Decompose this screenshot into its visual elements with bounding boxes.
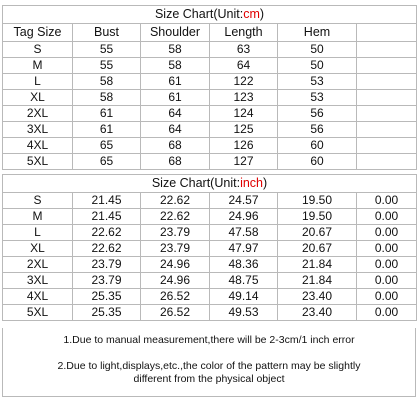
inch-size-cell: 3XL	[3, 273, 73, 289]
cm-chart-title: Size Chart(Unit:cm)	[3, 6, 417, 24]
cm-size-cell: 3XL	[3, 122, 73, 138]
cm-size-cell: 2XL	[3, 106, 73, 122]
header-bust: Bust	[73, 24, 141, 42]
inch-size-cell: 2XL	[3, 257, 73, 273]
inch-size-cell: 21.84	[278, 273, 357, 289]
inch-chart-title: Size Chart(Unit:inch)	[3, 175, 417, 193]
cm-size-cell: 60	[278, 154, 357, 170]
cm-size-cell: 60	[278, 138, 357, 154]
cm-size-cell: 61	[141, 74, 210, 90]
inch-size-cell: 24.96	[141, 273, 210, 289]
inch-size-cell: 0.00	[357, 305, 417, 321]
cm-size-row	[3, 106, 417, 122]
inch-size-cell: 49.14	[210, 289, 278, 305]
inch-size-cell: S	[3, 193, 73, 209]
cm-size-cell	[357, 74, 417, 90]
cm-size-cell: 55	[73, 42, 141, 58]
inch-size-cell: 48.75	[210, 273, 278, 289]
cm-size-cell: 68	[141, 138, 210, 154]
header-blank	[357, 24, 417, 42]
cm-size-cell: 61	[73, 122, 141, 138]
inch-size-cell: 22.62	[73, 241, 141, 257]
inch-title-row	[3, 175, 417, 193]
inch-size-cell: 26.52	[141, 305, 210, 321]
cm-size-cell: 61	[73, 106, 141, 122]
inch-size-cell: 19.50	[278, 193, 357, 209]
cm-size-cell: 5XL	[3, 154, 73, 170]
cm-size-cell	[357, 122, 417, 138]
cm-size-cell: 64	[210, 58, 278, 74]
cm-size-row	[3, 90, 417, 106]
inch-size-cell: 0.00	[357, 273, 417, 289]
cm-size-cell	[357, 42, 417, 58]
cm-size-cell	[357, 154, 417, 170]
cm-size-cell: 127	[210, 154, 278, 170]
cm-size-cell: 55	[73, 58, 141, 74]
inch-size-cell: 5XL	[3, 305, 73, 321]
note-color-line2: different from the physical object	[133, 373, 285, 385]
inch-size-cell: 26.52	[141, 289, 210, 305]
cm-size-row	[3, 122, 417, 138]
cm-size-cell: 56	[278, 106, 357, 122]
note-manual-measurement: 1.Due to manual measurement,there will be 2-3cm/1 inch error	[63, 334, 355, 346]
inch-size-cell: 0.00	[357, 241, 417, 257]
cm-size-cell: 68	[141, 154, 210, 170]
cm-size-cell: M	[3, 58, 73, 74]
inch-size-cell: XL	[3, 241, 73, 257]
inch-size-cell: 4XL	[3, 289, 73, 305]
inch-size-cell: 22.62	[141, 193, 210, 209]
cm-size-cell: 58	[141, 42, 210, 58]
inch-size-cell: 21.45	[73, 193, 141, 209]
cm-size-cell: 61	[141, 90, 210, 106]
inch-size-cell: 21.45	[73, 209, 141, 225]
cm-size-row	[3, 42, 417, 58]
cm-size-cell: 58	[73, 74, 141, 90]
cm-size-cell	[357, 138, 417, 154]
cm-size-cell: 122	[210, 74, 278, 90]
inch-size-row	[3, 225, 417, 241]
cm-title-row	[3, 6, 417, 24]
cm-size-cell: 126	[210, 138, 278, 154]
inch-size-cell: 20.67	[278, 225, 357, 241]
inch-size-cell: 0.00	[357, 225, 417, 241]
cm-size-cell: S	[3, 42, 73, 58]
header-hem: Hem	[278, 24, 357, 42]
cm-size-row	[3, 154, 417, 170]
cm-size-row	[3, 74, 417, 90]
inch-size-cell: 23.79	[73, 273, 141, 289]
cm-size-cell: L	[3, 74, 73, 90]
cm-size-cell: 125	[210, 122, 278, 138]
inch-size-cell: L	[3, 225, 73, 241]
note-color-difference	[3, 360, 415, 386]
inch-size-cell: 0.00	[357, 193, 417, 209]
cm-size-cell: 65	[73, 154, 141, 170]
inch-size-cell: 47.58	[210, 225, 278, 241]
header-length: Length	[210, 24, 278, 42]
cm-size-cell: 123	[210, 90, 278, 106]
cm-size-cell: 65	[73, 138, 141, 154]
cm-size-cell: 64	[141, 122, 210, 138]
inch-size-cell: 25.35	[73, 289, 141, 305]
inch-size-cell: 48.36	[210, 257, 278, 273]
inch-size-cell: 23.79	[141, 225, 210, 241]
cm-size-cell: XL	[3, 90, 73, 106]
inch-size-cell: 19.50	[278, 209, 357, 225]
inch-size-cell: 47.97	[210, 241, 278, 257]
cm-size-cell: 63	[210, 42, 278, 58]
inch-size-cell: 0.00	[357, 209, 417, 225]
inch-size-row	[3, 257, 417, 273]
inch-size-cell: M	[3, 209, 73, 225]
inch-size-cell: 24.57	[210, 193, 278, 209]
inch-size-cell: 0.00	[357, 257, 417, 273]
cm-size-cell: 53	[278, 74, 357, 90]
inch-unit-label: inch	[240, 176, 263, 190]
inch-size-row	[3, 289, 417, 305]
inch-size-row	[3, 209, 417, 225]
cm-size-row	[3, 138, 417, 154]
inch-size-row	[3, 273, 417, 289]
inch-size-cell: 24.96	[210, 209, 278, 225]
cm-size-cell: 50	[278, 58, 357, 74]
cm-unit-label: cm	[243, 7, 260, 21]
cm-size-cell: 58	[73, 90, 141, 106]
inch-size-cell: 24.96	[141, 257, 210, 273]
cm-size-row	[3, 58, 417, 74]
inch-size-cell: 23.79	[141, 241, 210, 257]
inch-size-cell: 22.62	[73, 225, 141, 241]
inch-size-cell: 0.00	[357, 289, 417, 305]
cm-size-cell: 53	[278, 90, 357, 106]
inch-size-table	[2, 174, 417, 321]
notes-box	[2, 328, 416, 397]
cm-size-cell	[357, 58, 417, 74]
cm-size-cell: 124	[210, 106, 278, 122]
inch-size-cell: 23.40	[278, 289, 357, 305]
cm-size-cell	[357, 106, 417, 122]
inch-size-row	[3, 305, 417, 321]
header-tag-size: Tag Size	[3, 24, 73, 42]
cm-size-cell: 64	[141, 106, 210, 122]
cm-header-row	[3, 24, 417, 42]
cm-size-cell: 58	[141, 58, 210, 74]
inch-size-cell: 25.35	[73, 305, 141, 321]
header-shoulder: Shoulder	[141, 24, 210, 42]
cm-size-cell	[357, 90, 417, 106]
inch-size-cell: 20.67	[278, 241, 357, 257]
note-color-line1: 2.Due to light,displays,etc.,the color of the pattern may be slightly	[57, 360, 361, 372]
cm-size-cell: 4XL	[3, 138, 73, 154]
cm-size-table	[2, 5, 417, 170]
inch-size-cell: 21.84	[278, 257, 357, 273]
inch-size-row	[3, 193, 417, 209]
cm-size-cell: 50	[278, 42, 357, 58]
inch-size-cell: 49.53	[210, 305, 278, 321]
inch-size-cell: 22.62	[141, 209, 210, 225]
inch-size-row	[3, 241, 417, 257]
inch-size-cell: 23.79	[73, 257, 141, 273]
cm-size-cell: 56	[278, 122, 357, 138]
inch-size-cell: 23.40	[278, 305, 357, 321]
